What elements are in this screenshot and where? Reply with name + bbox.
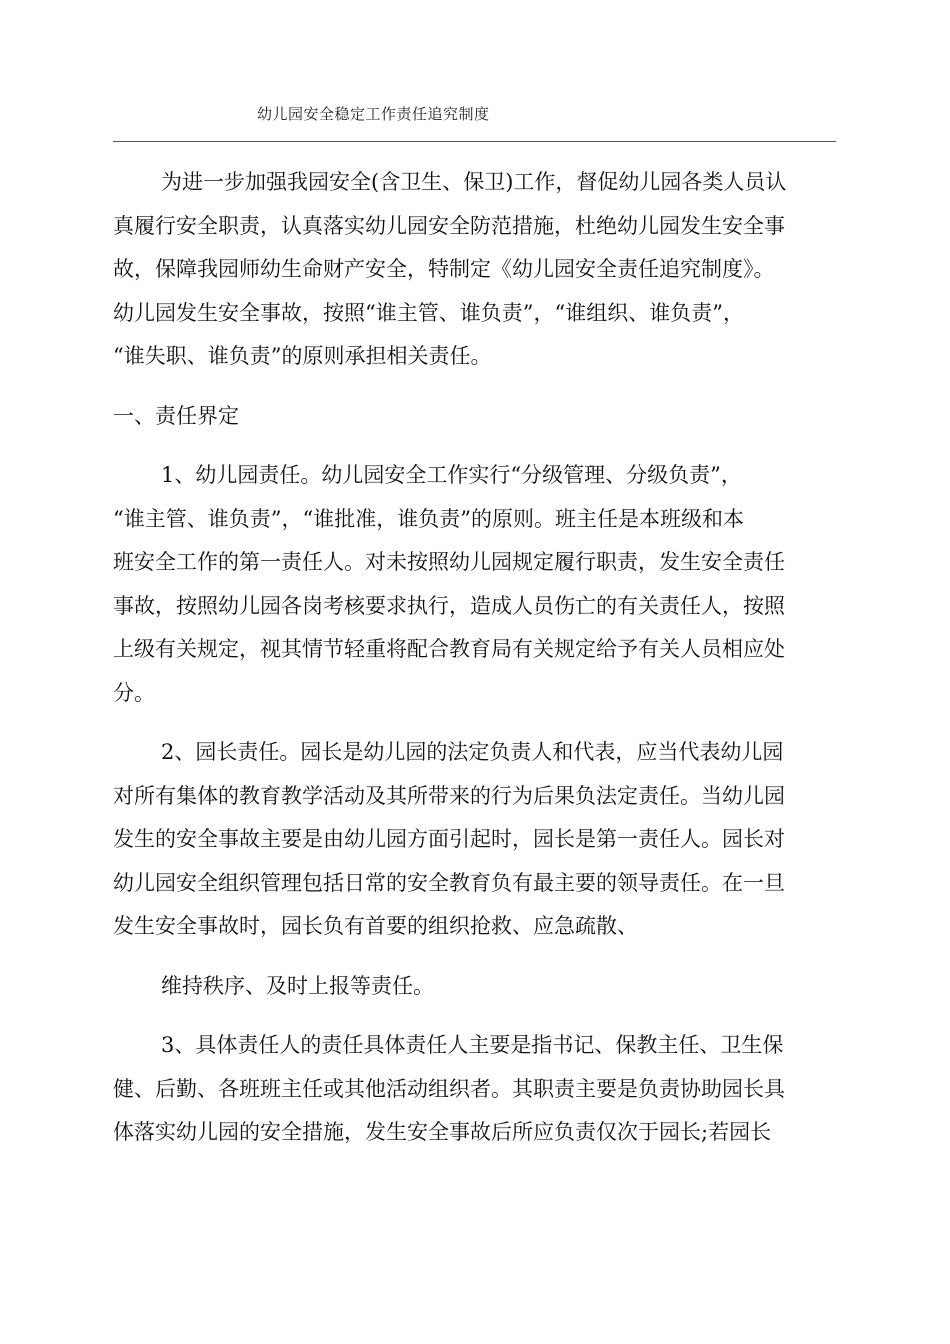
text-line: 为进一步加强我园安全(含卫生、保卫)工作，督促幼儿园各类人员认 [161,170,787,194]
text-line: 分。 [113,680,155,705]
text-line: 3、具体责任人的责任具体责任人主要是指书记、保教主任、卫生保 [161,1033,784,1057]
paragraph-principal-responsibility [113,731,836,949]
text-line: “谁失职、谁负责”的原则承担相关责任。 [113,344,492,368]
text-line: 一、责任界定 [113,403,239,428]
paragraph-kindergarten-responsibility [113,454,836,715]
text-line: 发生的安全事故主要是由幼儿园方面引起时，园长是第一责任人。园长对 [113,827,785,851]
text-line: 发生安全事故时，园长负有首要的组织抢救、应急疏散、 [113,914,638,938]
text-line: 故，保障我园师幼生命财产安全，特制定《幼儿园安全责任追究制度》。 [113,257,775,281]
text-line: 2、园长责任。园长是幼儿园的法定负责人和代表，应当代表幼儿园 [161,740,784,764]
text-line: 上级有关规定，视其情节轻重将配合教育局有关规定给予有关人员相应处 [113,637,785,661]
text-line: 真履行安全职责，认真落实幼儿园安全防范措施，杜绝幼儿园发生安全事 [113,213,785,238]
text-line: 1、幼儿园责任。幼儿园安全工作实行“分级管理、分级负责”， [161,463,742,487]
paragraph-continuation [113,965,836,1009]
paragraph-specific-responsibility [113,1024,836,1155]
text-line: 幼儿园安全组织管理包括日常的安全教育负有最主要的领导责任。在一旦 [113,870,785,895]
text-line: 事故，按照幼儿园各岗考核要求执行，造成人员伤亡的有关责任人，按照 [113,593,785,618]
text-line: 维持秩序、及时上报等责任。 [161,973,434,998]
page-header-title: 幼儿园安全稳定工作责任追究制度 [257,105,490,123]
paragraph-intro [113,161,836,379]
text-line: 对所有集体的教育教学活动及其所带来的行为后果负法定责任。当幼儿园 [113,783,785,808]
text-line: 健、后勤、各班班主任或其他活动组织者。其职责主要是负责协助园长具 [113,1076,785,1101]
text-line: 体落实幼儿园的安全措施，发生安全事故后所应负责仅次于园长;若园长 [113,1120,772,1144]
text-line: 班安全工作的第一责任人。对未按照幼儿园规定履行职责，发生安全责任 [113,550,785,574]
header-divider [113,141,836,142]
text-line: “谁主管、谁负责”，“谁批准，谁负责”的原则。班主任是本班级和本 [113,506,744,531]
section-heading [113,395,836,439]
text-line: 幼儿园发生安全事故，按照“谁主管、谁负责”，“谁组织、谁负责”， [113,300,744,325]
document-body [113,161,836,1155]
